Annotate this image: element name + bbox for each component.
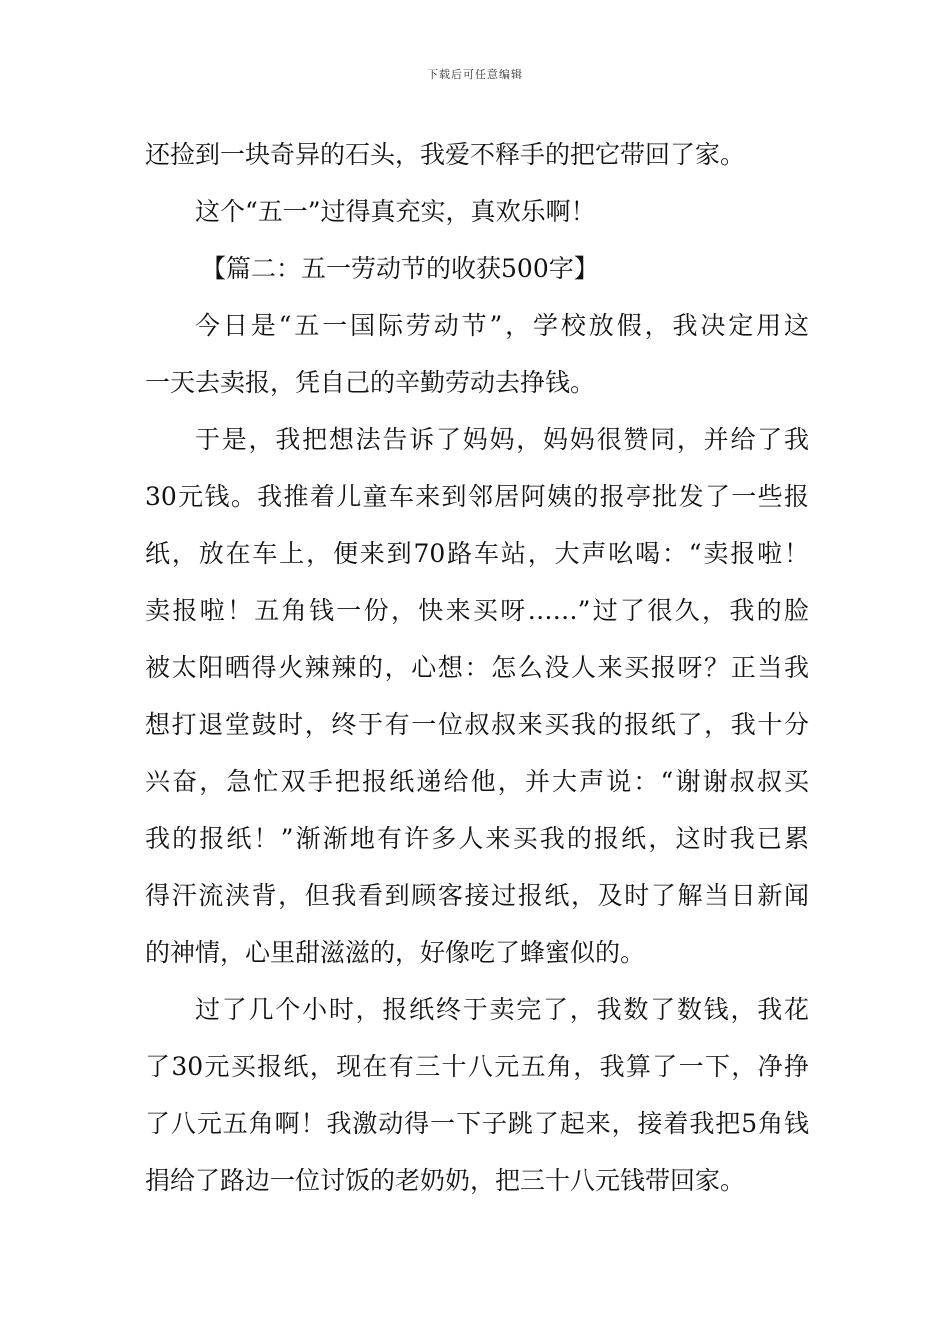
text-line: 我的报纸！”渐渐地有许多人来买我的报纸，这时我已累 [145,824,809,853]
text-line: 了八元五角啊！我激动得一下子跳了起来，接着我把5角钱 [145,1109,809,1138]
paragraph [145,126,809,183]
text-line: 被太阳晒得火辣辣的，心想：怎么没人来买报呀？正当我 [145,653,809,682]
text-line: 一天去卖报，凭自己的辛勤劳动去挣钱。 [145,368,596,397]
text-line: 纸，放在车上，便来到70路车站，大声吆喝：“卖报啦！ [145,539,809,568]
text-line: 了30元买报纸，现在有三十八元五角，我算了一下，净挣 [145,1052,809,1081]
text-line: 今日是“五一国际劳动节”，学校放假，我决定用这 [195,311,809,340]
paragraph [145,183,809,240]
text-line: 得汗流浃背，但我看到顾客接过报纸，及时了解当日新闻 [145,881,809,910]
section-heading [145,240,809,297]
text-line: 于是，我把想法告诉了妈妈，妈妈很赞同，并给了我 [195,425,809,454]
paragraph [145,411,809,981]
text-line: 这个“五一”过得真充实，真欢乐啊！ [195,197,596,226]
text-line: 卖报啦！五角钱一份，快来买呀……”过了很久，我的脸 [145,596,809,625]
paragraph [145,297,809,411]
text-line: 的神情，心里甜滋滋的，好像吃了蜂蜜似的。 [145,938,646,967]
text-line: 30元钱。我推着儿童车来到邻居阿姨的报亭批发了一些报 [145,482,809,511]
document-body [145,126,809,1209]
paragraph [145,981,809,1209]
text-line: 还捡到一块奇异的石头，我爱不释手的把它带回了家。 [145,140,746,169]
text-line: 兴奋，急忙双手把报纸递给他，并大声说：“谢谢叔叔买 [145,767,809,796]
text-line: 过了几个小时，报纸终于卖完了，我数了数钱，我花 [195,995,809,1024]
heading-text: 【篇二：五一劳动节的收获500字】 [201,254,599,283]
text-line: 想打退堂鼓时，终于有一位叔叔来买我的报纸了，我十分 [145,710,809,739]
text-line: 捐给了路边一位讨饭的老奶奶，把三十八元钱带回家。 [145,1166,746,1195]
page-header: 下载后可任意编辑 [427,68,523,81]
